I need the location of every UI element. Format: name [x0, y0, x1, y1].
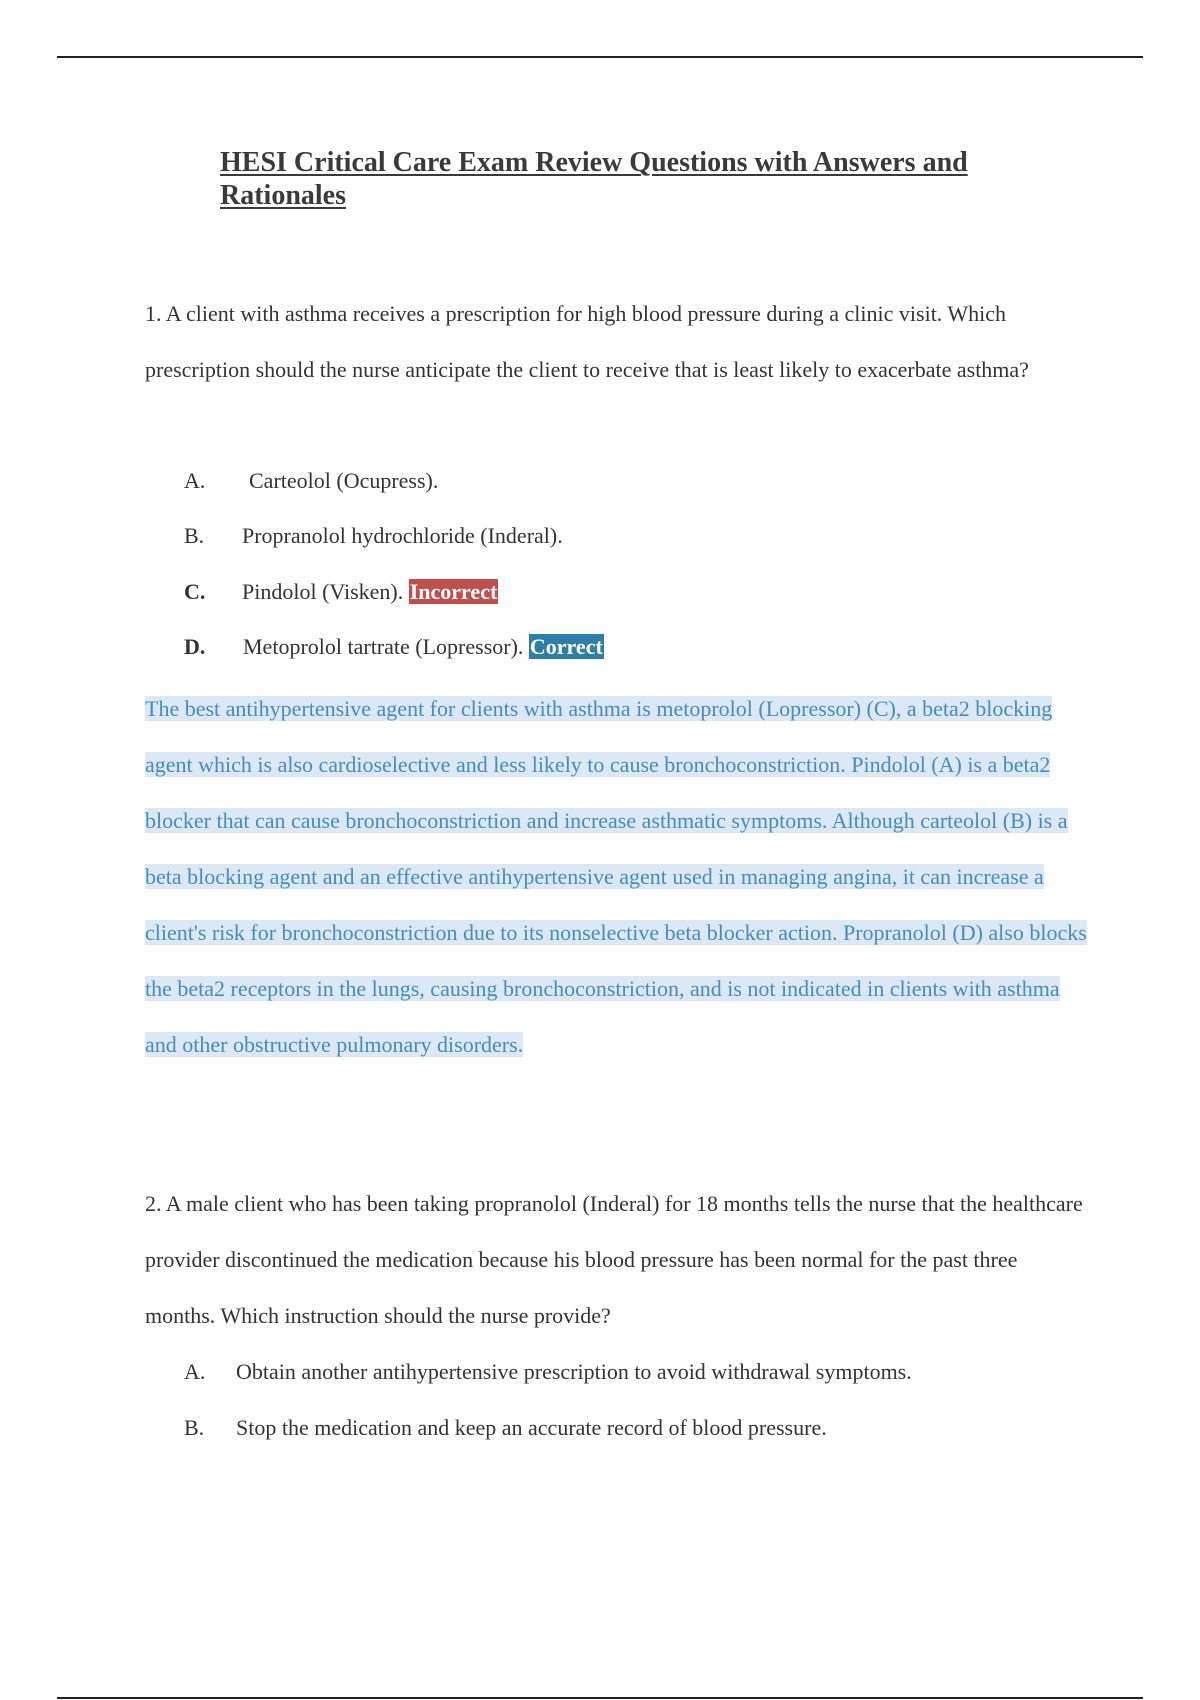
option-text: Propranolol hydrochloride (Inderal).	[242, 523, 563, 548]
rationale-text: The best antihypertensive agent for clients with asthma is metoprolol (Lopressor) (C), a beta2 blocking agent which is also cardioselective and less likely to cause bronchoconstriction. Pindolol (A) is a beta2 blocker that can cause bronchoconstriction and increase asthmatic symptoms. Although carteolol (B) is a beta blocking agent and an effective antihypertensive agent used in managing angina, it can increase a client's risk for bronchoconstriction due to its nonselective beta blocker action. Propranolol (D) also blocks the beta2 receptors in the lungs, causing bronchoconstriction, and is not indicated in clients with asthma and other obstructive pulmonary disorders.	[145, 696, 1087, 1057]
option-text: Obtain another antihypertensive prescription to avoid withdrawal symptoms.	[236, 1359, 912, 1384]
top-rule	[57, 56, 1143, 58]
question-1-stem: 1. A client with asthma receives a prescription for high blood pressure during a clinic visit. Which prescription should the nurse anticipate the client to receive that is least likely to exacerbate asthma?	[145, 301, 1029, 382]
option-text-with-tag	[242, 577, 498, 607]
option-letter: A.	[184, 1359, 206, 1384]
option-letter: B.	[184, 1415, 205, 1440]
question-1-rationale	[145, 681, 1095, 1073]
option-letter: D.	[184, 634, 206, 659]
correct-tag: Correct	[529, 634, 603, 659]
option-text: Stop the medication and keep an accurate record of blood pressure.	[236, 1415, 827, 1440]
option-text: Metoprolol tartrate (Lopressor).	[243, 634, 524, 659]
option-letter: A.	[184, 468, 206, 493]
option-text: Pindolol (Visken).	[242, 579, 404, 604]
document-title: HESI Critical Care Exam Review Questions with Answers and Rationales	[220, 147, 968, 211]
bottom-rule	[57, 1697, 1143, 1699]
option-letter: C.	[184, 579, 206, 604]
question-2-stem: 2. A male client who has been taking propranolol (Inderal) for 18 months tells the nurse that the healthcare provider discontinued the medication because his blood pressure has been normal for the past three months. Which instruction should the nurse provide?	[145, 1191, 1083, 1328]
incorrect-tag: Incorrect	[409, 579, 498, 604]
option-text: Carteolol (Ocupress).	[249, 468, 439, 493]
option-letter: B.	[184, 523, 205, 548]
option-text-with-tag	[243, 632, 604, 662]
